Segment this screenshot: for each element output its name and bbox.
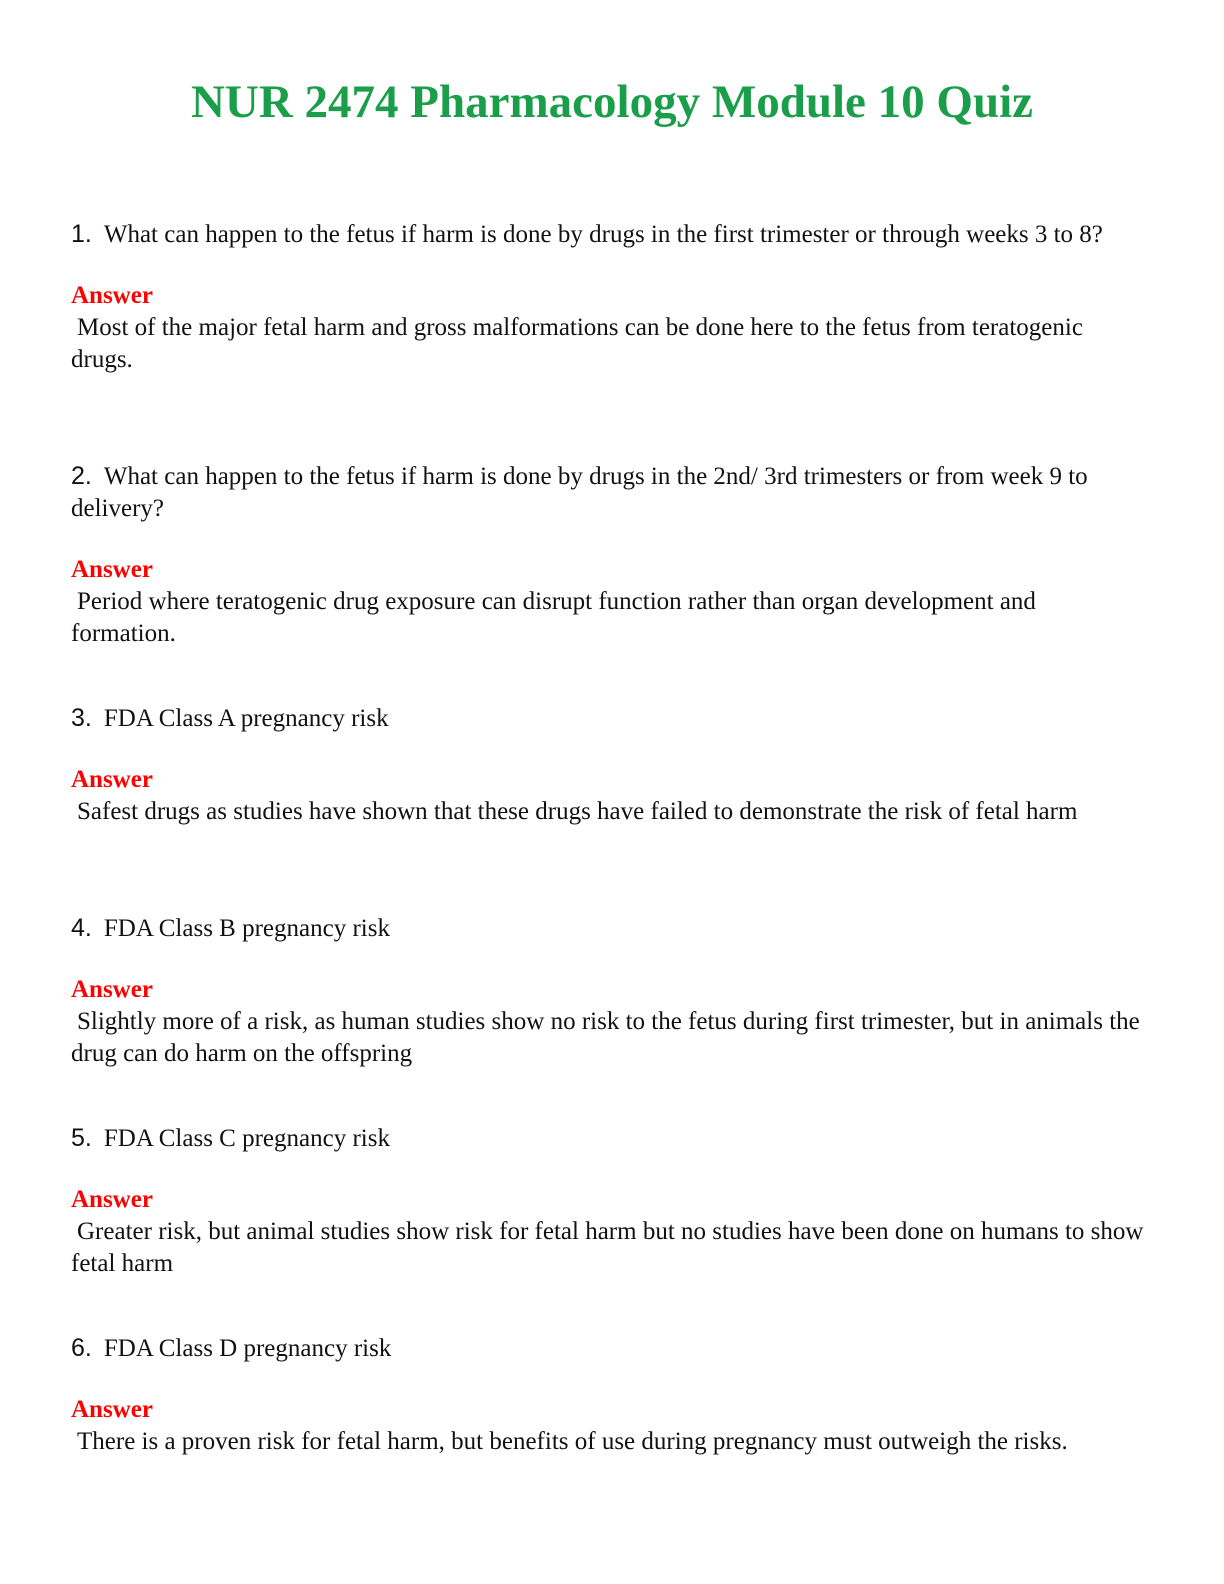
question xyxy=(71,702,1146,735)
question-text: FDA Class A pregnancy risk xyxy=(103,705,389,732)
answer-text: Most of the major fetal harm and gross malformations can be done here to the fetus from teratogenic drugs. xyxy=(71,314,1083,373)
question-text: FDA Class B pregnancy risk xyxy=(103,915,390,942)
question-number: 6. xyxy=(71,1334,92,1362)
quiz-item-1 xyxy=(71,218,1146,376)
question xyxy=(71,912,1146,945)
answer-label: Answer xyxy=(71,1186,153,1213)
question-text: FDA Class D pregnancy risk xyxy=(103,1335,392,1362)
question-number: 3. xyxy=(71,704,92,732)
quiz-item-5 xyxy=(71,1122,1146,1280)
question-text: FDA Class C pregnancy risk xyxy=(103,1125,390,1152)
answer-label: Answer xyxy=(71,1396,153,1423)
page-title: NUR 2474 Pharmacology Module 10 Quiz xyxy=(190,76,1034,128)
answer-label: Answer xyxy=(71,766,153,793)
answer-label: Answer xyxy=(71,556,153,583)
quiz-item-6 xyxy=(71,1332,1146,1458)
question xyxy=(71,218,1146,251)
answer-text: Period where teratogenic drug exposure can disrupt function rather than organ development and formation. xyxy=(71,588,1036,647)
question-number: 4. xyxy=(71,914,92,942)
answer-text: There is a proven risk for fetal harm, but benefits of use during pregnancy must outweigh the risks. xyxy=(77,1428,1068,1455)
answer-text: Slightly more of a risk, as human studies show no risk to the fetus during first trimester, but in animals the drug can do harm on the offspring xyxy=(71,1008,1140,1067)
question xyxy=(71,460,1146,525)
answer-label: Answer xyxy=(71,976,153,1003)
question-text: What can happen to the fetus if harm is done by drugs in the first trimester or through weeks 3 to 8? xyxy=(103,221,1103,248)
quiz-item-3 xyxy=(71,702,1146,828)
question-number: 1. xyxy=(71,220,92,248)
quiz-item-2 xyxy=(71,460,1146,650)
quiz-item-4 xyxy=(71,912,1146,1070)
answer-text: Safest drugs as studies have shown that these drugs have failed to demonstrate the risk of fetal harm xyxy=(77,798,1078,825)
question-text: What can happen to the fetus if harm is done by drugs in the 2nd/ 3rd trimesters or from week 9 to delivery? xyxy=(71,463,1088,522)
answer-label: Answer xyxy=(71,282,153,309)
answer-text: Greater risk, but animal studies show risk for fetal harm but no studies have been done on humans to show fetal harm xyxy=(71,1218,1144,1277)
question-number: 5. xyxy=(71,1124,92,1152)
question xyxy=(71,1332,1146,1365)
question xyxy=(71,1122,1146,1155)
question-number: 2. xyxy=(71,462,92,490)
